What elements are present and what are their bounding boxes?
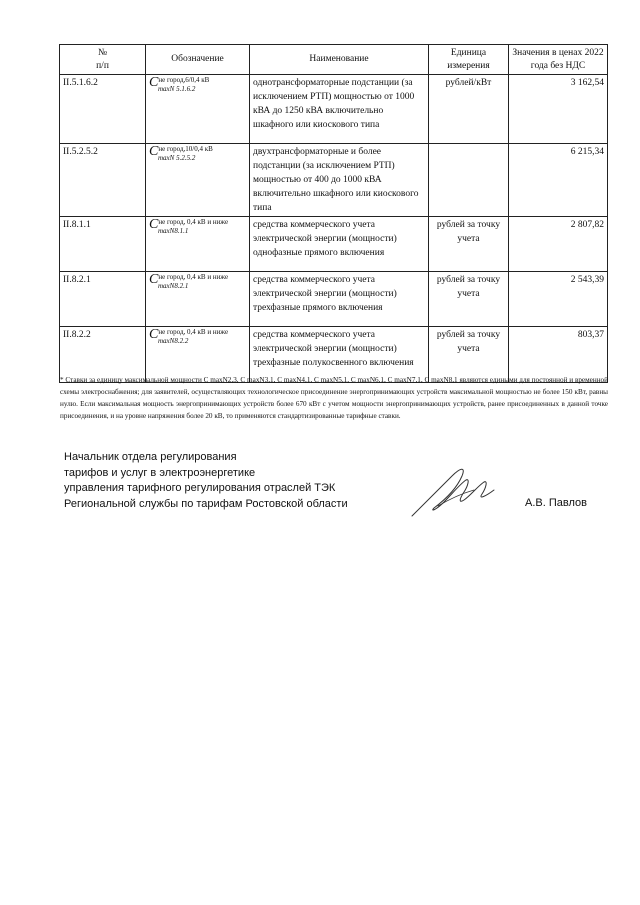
table-footnote: * Ставки за единицу максимальной мощности C maxN2,3, C maxN3,1, C maxN4,1, C maxN5,1, C maxN6,1, C maxN7,1, C maxN8,1 являются едиными для постоянной и временной схемы электроснабжения; для заявителей, осуществляющих технологическое присоединение энергопринимающих устройств максимальной мощностью не более 150 кВт, равны нулю. Если максимальная мощность энергопринимающих устройств более 670 кВт с учетом мощности энергопринимающих устройств, ранее присоединенных в данной точке присоединения, и на уровне напряжения более 20 кВ, то применяются стандартизированные тарифные ставки.	[60, 376, 608, 420]
row-unit: рублей за точку учета	[429, 217, 509, 272]
row-unit: рублей за точку учета	[429, 327, 509, 383]
row-value: 2 807,82	[509, 217, 608, 272]
row-symbol: $C^{не город, 0,4 кВ и ниже}$ maxN8.2.1	[146, 272, 250, 327]
row-symbol: $C^{не город, 0,4 кВ и ниже}$ maxN8.2.2	[146, 327, 250, 383]
symbol-superscript: не город, 0,4 кВ и ниже	[158, 328, 229, 336]
symbol-superscript: не город, 0,4 кВ и ниже	[158, 273, 229, 281]
tariff-table	[59, 44, 608, 383]
row-symbol: $C^{не город,6/0,4 кВ}$ maxN 5.1.6.2	[146, 75, 250, 144]
header-num: № п/п	[60, 45, 146, 75]
table-header-row	[60, 45, 608, 75]
symbol-subscript: maxN8.2.2	[158, 337, 189, 345]
row-unit: рублей/кВт	[429, 75, 509, 144]
row-number: II.8.2.1	[60, 272, 146, 327]
row-value: 2 543,39	[509, 272, 608, 327]
symbol-subscript: maxN8.2.1	[158, 282, 189, 290]
row-number: II.8.1.1	[60, 217, 146, 272]
symbol-subscript: maxN8.1.1	[158, 227, 189, 235]
position-line: Начальник отдела регулирования	[64, 451, 237, 463]
symbol-superscript: не город,6/0,4 кВ	[158, 76, 210, 84]
symbol-superscript: не город,10/0,4 кВ	[158, 145, 213, 153]
table-row	[60, 75, 608, 144]
table-row	[60, 144, 608, 217]
header-symbol: Обозначение	[146, 45, 250, 75]
header-name: Наименование	[250, 45, 429, 75]
row-name: однотрансформаторные подстанции (за исключением РТП) мощностью от 1000 кВА до 1250 кВА включительно шкафного или киоскового типа	[250, 75, 429, 144]
row-symbol: $C^{не город,10/0,4 кВ}$ maxN 5.2.5.2	[146, 144, 250, 217]
handwritten-signature	[408, 462, 508, 522]
row-number: II.5.2.5.2	[60, 144, 146, 217]
signatory-name: А.В. Павлов	[525, 497, 587, 509]
row-value: 3 162,54	[509, 75, 608, 144]
row-name: средства коммерческого учета электрической энергии (мощности) однофазные прямого включения	[250, 217, 429, 272]
table-row	[60, 217, 608, 272]
row-name: двухтрансформаторные и более подстанции (за исключением РТП) мощностью от 400 до 1000 кВА включительно шкафного или киоскового типа	[250, 144, 429, 217]
symbol-subscript: maxN 5.1.6.2	[158, 85, 196, 93]
row-value: 803,37	[509, 327, 608, 383]
row-number: II.8.2.2	[60, 327, 146, 383]
position-line: управления тарифного регулирования отраслей ТЭК	[64, 482, 336, 495]
signatory-position	[64, 450, 394, 512]
row-name: средства коммерческого учета электрической энергии (мощности) трехфазные полукосвенного включения	[250, 327, 429, 383]
row-unit	[429, 144, 509, 217]
row-value: 6 215,34	[509, 144, 608, 217]
row-name: средства коммерческого учета электрической энергии (мощности) трехфазные прямого включения	[250, 272, 429, 327]
header-unit: Единица измерения	[429, 45, 509, 75]
position-line: Региональной службы по тарифам Ростовской области	[64, 497, 348, 510]
row-unit: рублей за точку учета	[429, 272, 509, 327]
header-value: Значения в ценах 2022 года без НДС	[509, 45, 608, 75]
row-number: II.5.1.6.2	[60, 75, 146, 144]
position-line: тарифов и услуг в электроэнергетике	[64, 466, 256, 479]
table-row	[60, 272, 608, 327]
symbol-subscript: maxN 5.2.5.2	[158, 154, 196, 162]
row-symbol: $C^{не город, 0,4 кВ и ниже}$ maxN8.1.1	[146, 217, 250, 272]
symbol-superscript: не город, 0,4 кВ и ниже	[158, 218, 229, 226]
